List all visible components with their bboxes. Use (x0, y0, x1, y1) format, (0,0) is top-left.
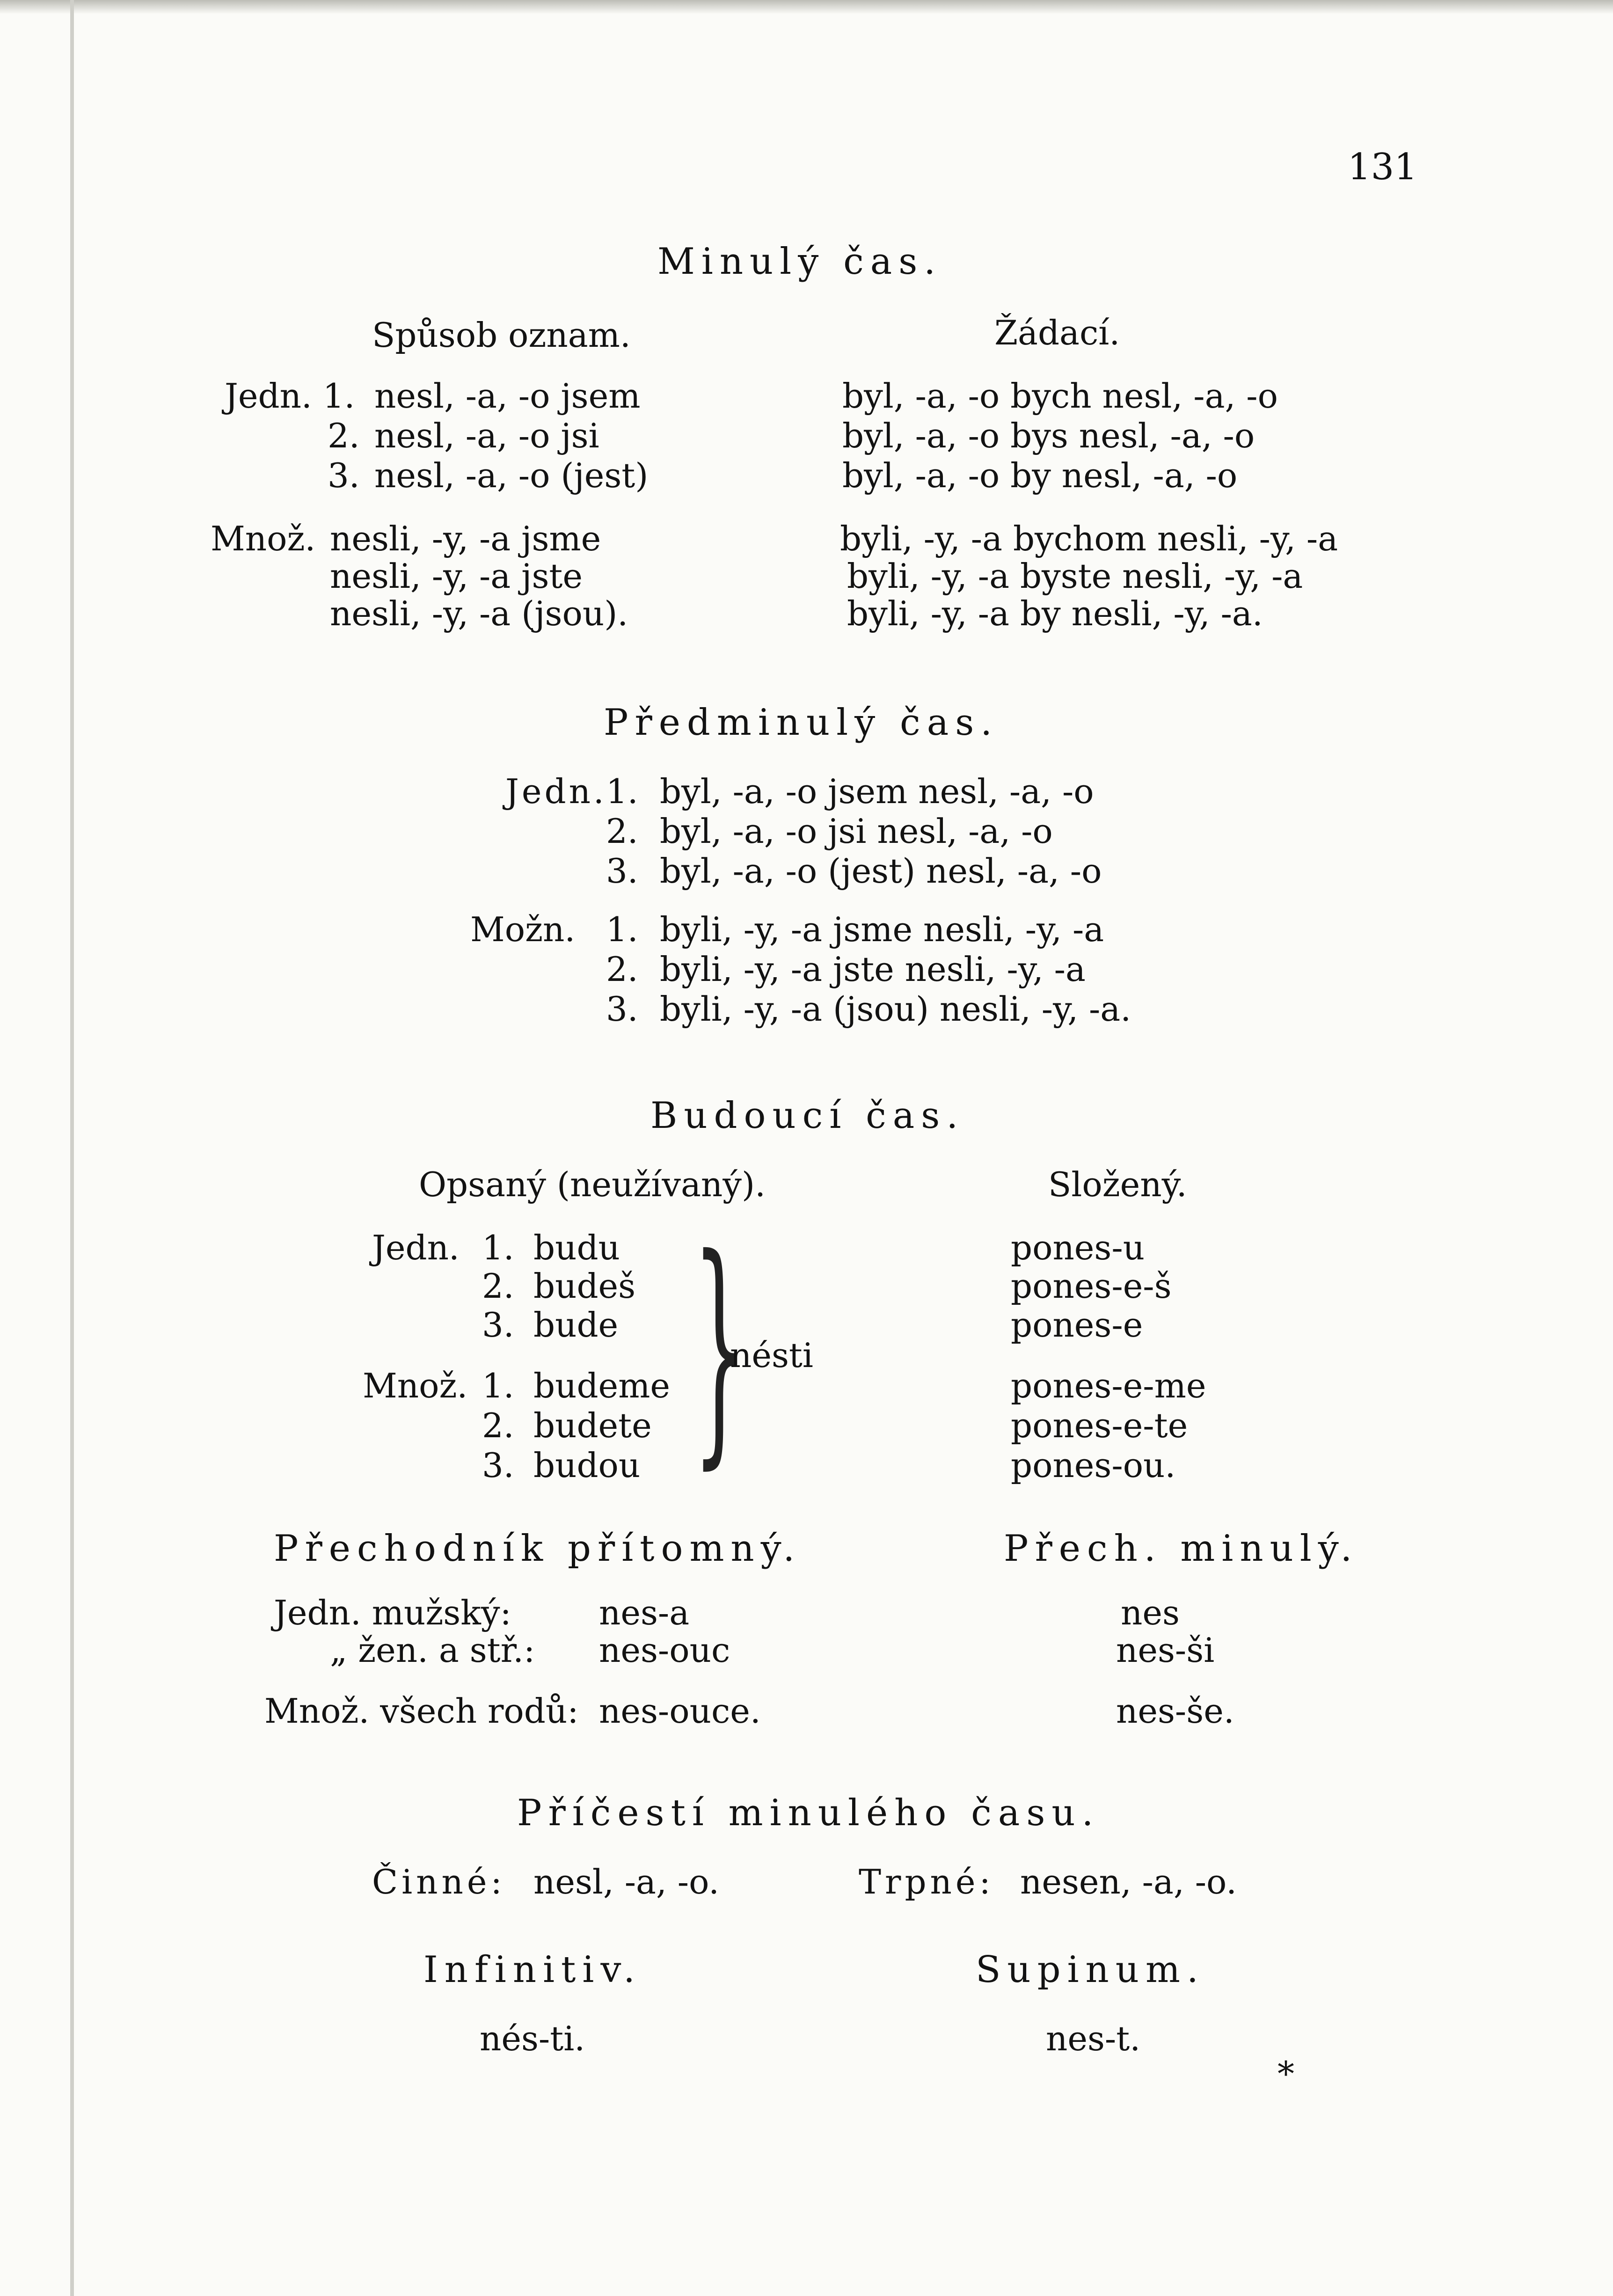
future-infinitive: nésti (730, 1336, 813, 1375)
pluperfect-num: 1. (606, 910, 638, 949)
future-compound-form: pones-e (1011, 1305, 1143, 1345)
passive-participle-label: Trpné: (859, 1862, 994, 1901)
transgressive-row-label: Množ. všech rodů: (264, 1691, 579, 1731)
future-title: Budoucí čas. (650, 1095, 965, 1137)
past-indicative-form: nesli, -y, -a (jsou). (330, 594, 628, 633)
future-aux: budu (533, 1228, 620, 1267)
pluperfect-title: Předminulý čas. (604, 702, 999, 744)
footnote-asterisk: * (1277, 2054, 1294, 2093)
transgressive-row-label: „ žen. a stř.: (330, 1631, 535, 1670)
future-row-label: Množ. (363, 1366, 468, 1405)
future-compound-form: pones-e-te (1011, 1406, 1188, 1445)
transgressive-row-label: Jedn. mužský: (274, 1593, 511, 1632)
past-conditional-form: byl, -a, -o by nesl, -a, -o (842, 456, 1238, 495)
transgressive-past-form: nes-ši (1116, 1631, 1215, 1670)
future-aux: bude (533, 1305, 619, 1345)
transgressive-past-form: nes (1121, 1593, 1180, 1632)
pluperfect-form: byli, -y, -a (jsou) nesli, -y, -a. (660, 989, 1131, 1029)
future-compound-form: pones-e-š (1011, 1266, 1172, 1306)
past-conditional-form: byl, -a, -o bych nesl, -a, -o (842, 376, 1278, 416)
periphrastic-heading: Opsaný (neužívaný). (419, 1165, 766, 1204)
future-num: 1. (482, 1366, 514, 1405)
past-indicative-form: nesli, -y, -a jste (330, 556, 583, 596)
past-indicative-form: nesl, -a, -o (jest) (374, 456, 649, 495)
future-num: 1. (482, 1228, 514, 1267)
transgressive-present-form: nes-a (599, 1593, 690, 1632)
transgressive-past-form: nes-še. (1116, 1691, 1234, 1731)
pluperfect-row-label: Možn. (470, 910, 576, 949)
past-conditional-form: byli, -y, -a bychom nesli, -y, -a (840, 519, 1338, 558)
infinitive-value: nés-ti. (480, 2019, 585, 2058)
past-row-label: 3. (328, 456, 360, 495)
pluperfect-form: byl, -a, -o jsem nesl, -a, -o (660, 772, 1094, 811)
past-conditional-form: byli, -y, -a by nesli, -y, -a. (847, 594, 1263, 633)
page-number: 131 (1348, 146, 1417, 188)
past-conditional-form: byl, -a, -o bys nesl, -a, -o (842, 416, 1255, 455)
compound-heading: Složený. (1048, 1165, 1187, 1204)
pluperfect-form: byl, -a, -o jsi nesl, -a, -o (660, 812, 1053, 851)
future-num: 3. (482, 1305, 514, 1345)
pluperfect-row-label: Jedn. (505, 772, 607, 811)
pluperfect-num: 1. (606, 772, 638, 811)
future-num: 2. (482, 1406, 514, 1445)
indicative-heading: Spůsob oznam. (372, 315, 631, 355)
past-conditional-form: byli, -y, -a byste nesli, -y, -a (847, 556, 1303, 596)
past-row-label: Množ. (211, 519, 316, 558)
supine-title: Supinum. (976, 1949, 1205, 1991)
past-indicative-form: nesl, -a, -o jsi (374, 416, 599, 455)
conditional-heading: Žádací. (994, 313, 1120, 352)
page-gutter (70, 0, 74, 2296)
pluperfect-num: 2. (606, 950, 638, 989)
transgressive-present-form: nes-ouce. (599, 1691, 761, 1731)
infinitive-title: Infinitiv. (423, 1949, 642, 1991)
active-participle-label: Činné: (372, 1862, 506, 1901)
future-compound-form: pones-ou. (1011, 1446, 1176, 1485)
transgressive-present-form: nes-ouc (599, 1631, 730, 1670)
future-num: 2. (482, 1266, 514, 1306)
participle-title: Příčestí minulého času. (517, 1792, 1100, 1834)
future-compound-form: pones-u (1011, 1228, 1145, 1267)
pluperfect-form: byli, -y, -a jsme nesli, -y, -a (660, 910, 1104, 949)
past-indicative-form: nesl, -a, -o jsem (374, 376, 641, 416)
future-row-label: Jedn. (372, 1228, 460, 1267)
present-transgressive-title: Přechodník přítomný. (274, 1528, 802, 1570)
past-transgressive-title: Přech. minulý. (1004, 1528, 1359, 1570)
future-compound-form: pones-e-me (1011, 1366, 1206, 1405)
pluperfect-form: byli, -y, -a jste nesli, -y, -a (660, 950, 1086, 989)
pluperfect-num: 2. (606, 812, 638, 851)
pluperfect-num: 3. (606, 989, 638, 1029)
future-aux: budou (533, 1446, 641, 1485)
past-tense-title: Minulý čas. (657, 241, 942, 283)
page-top-shadow (0, 0, 1613, 14)
pluperfect-num: 3. (606, 851, 638, 891)
past-indicative-form: nesli, -y, -a jsme (330, 519, 601, 558)
future-num: 3. (482, 1446, 514, 1485)
passive-participle-value: nesen, -a, -o. (1020, 1862, 1237, 1901)
supine-value: nes-t. (1046, 2019, 1141, 2058)
past-row-label: Jedn. 1. (225, 376, 355, 416)
future-aux: budeme (533, 1366, 671, 1405)
curly-brace: } (693, 1206, 747, 1490)
future-aux: budeš (533, 1266, 636, 1306)
future-aux: budete (533, 1406, 652, 1445)
active-participle-value: nesl, -a, -o. (533, 1862, 720, 1901)
past-row-label: 2. (328, 416, 360, 455)
pluperfect-form: byl, -a, -o (jest) nesl, -a, -o (660, 851, 1102, 891)
